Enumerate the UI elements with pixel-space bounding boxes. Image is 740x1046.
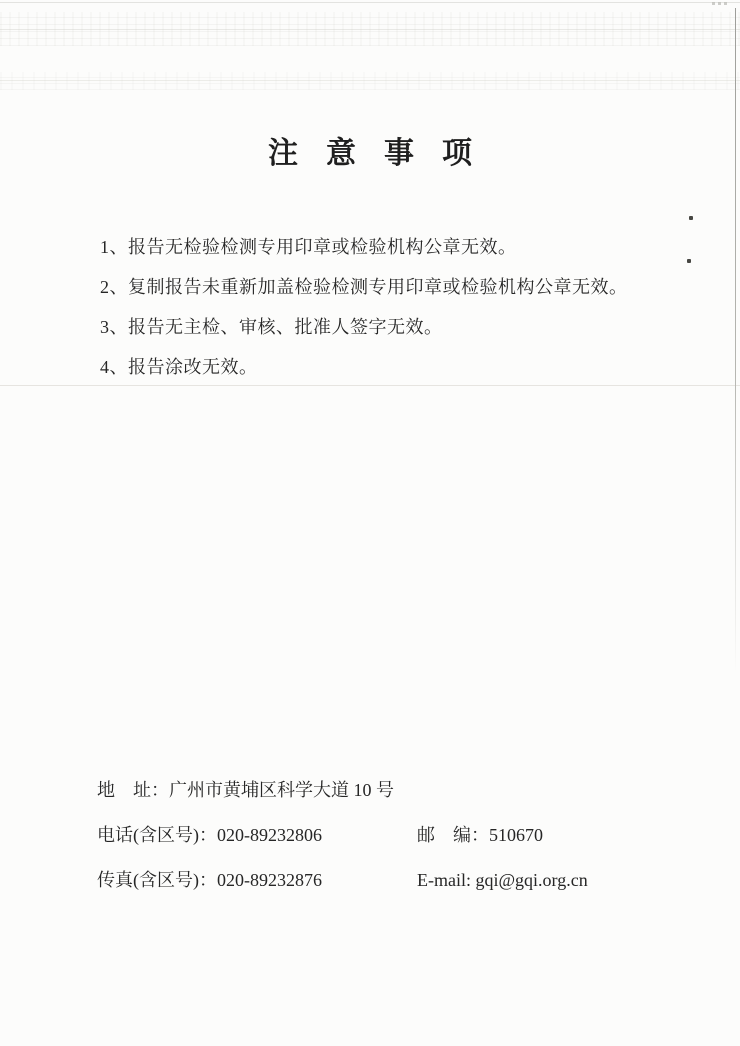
contact-postal-code: 邮 编：510670 bbox=[417, 825, 543, 845]
scan-faint-line-1 bbox=[0, 29, 740, 30]
scan-faint-line-2 bbox=[0, 80, 740, 81]
contact-phone: 电话(含区号)：020-89232806 bbox=[97, 825, 322, 845]
ink-dot bbox=[687, 259, 691, 263]
contact-address: 地 址：广州市黄埔区科学大道 10 号 bbox=[97, 780, 394, 800]
scan-speckle-band-2 bbox=[0, 72, 740, 90]
scan-right-edge-line bbox=[735, 8, 736, 673]
note-item-3: 3、报告无主检、审核、批准人签字无效。 bbox=[100, 317, 443, 337]
contact-row-phone bbox=[97, 825, 697, 846]
contact-email: E-mail: gqi@gqi.org.cn bbox=[417, 870, 588, 890]
scan-speckle-band-top bbox=[0, 12, 740, 46]
note-item-2: 2、复制报告未重新加盖检验检测专用印章或检验机构公章无效。 bbox=[100, 277, 628, 297]
scan-top-edge-line bbox=[0, 2, 740, 3]
note-item-1: 1、报告无检验检测专用印章或检验机构公章无效。 bbox=[100, 237, 517, 257]
contact-row-address bbox=[97, 780, 697, 801]
page-title: 注意事项 bbox=[268, 137, 500, 170]
notes-list bbox=[100, 237, 680, 397]
contact-block bbox=[97, 780, 697, 915]
contact-fax: 传真(含区号)：020-89232876 bbox=[97, 870, 322, 890]
scan-top-edge-mark bbox=[712, 2, 730, 5]
note-item-4: 4、报告涂改无效。 bbox=[100, 357, 258, 377]
contact-row-fax bbox=[97, 870, 697, 891]
ink-dot bbox=[689, 216, 693, 220]
